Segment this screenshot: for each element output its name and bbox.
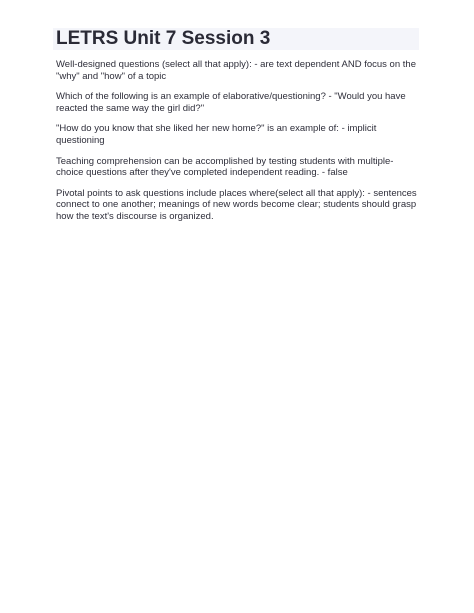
qa-item-1: Well-designed questions (select all that apply): - are text dependent AND focus on the "why" and "how" of a topic [56, 59, 416, 82]
page-title: LETRS Unit 7 Session 3 [56, 28, 271, 49]
qa-item-4: Teaching comprehension can be accomplished by testing students with multiple-choice questions after they've completed independent reading. - false [56, 155, 394, 179]
qa-item-2: Which of the following is an example of elaborative/questioning? - "Would you have reacted the same way the girl did?" [56, 91, 406, 114]
qa-item-5: Pivotal points to ask questions include places where(select all that apply): - sentences connect to one another; meanings of new words become clear; students should grasp how the text's discourse is organized. [56, 187, 417, 222]
qa-item-3: "How do you know that she liked her new home?" is an example of: - implicit questioning [56, 123, 377, 146]
qa-list [56, 59, 418, 232]
